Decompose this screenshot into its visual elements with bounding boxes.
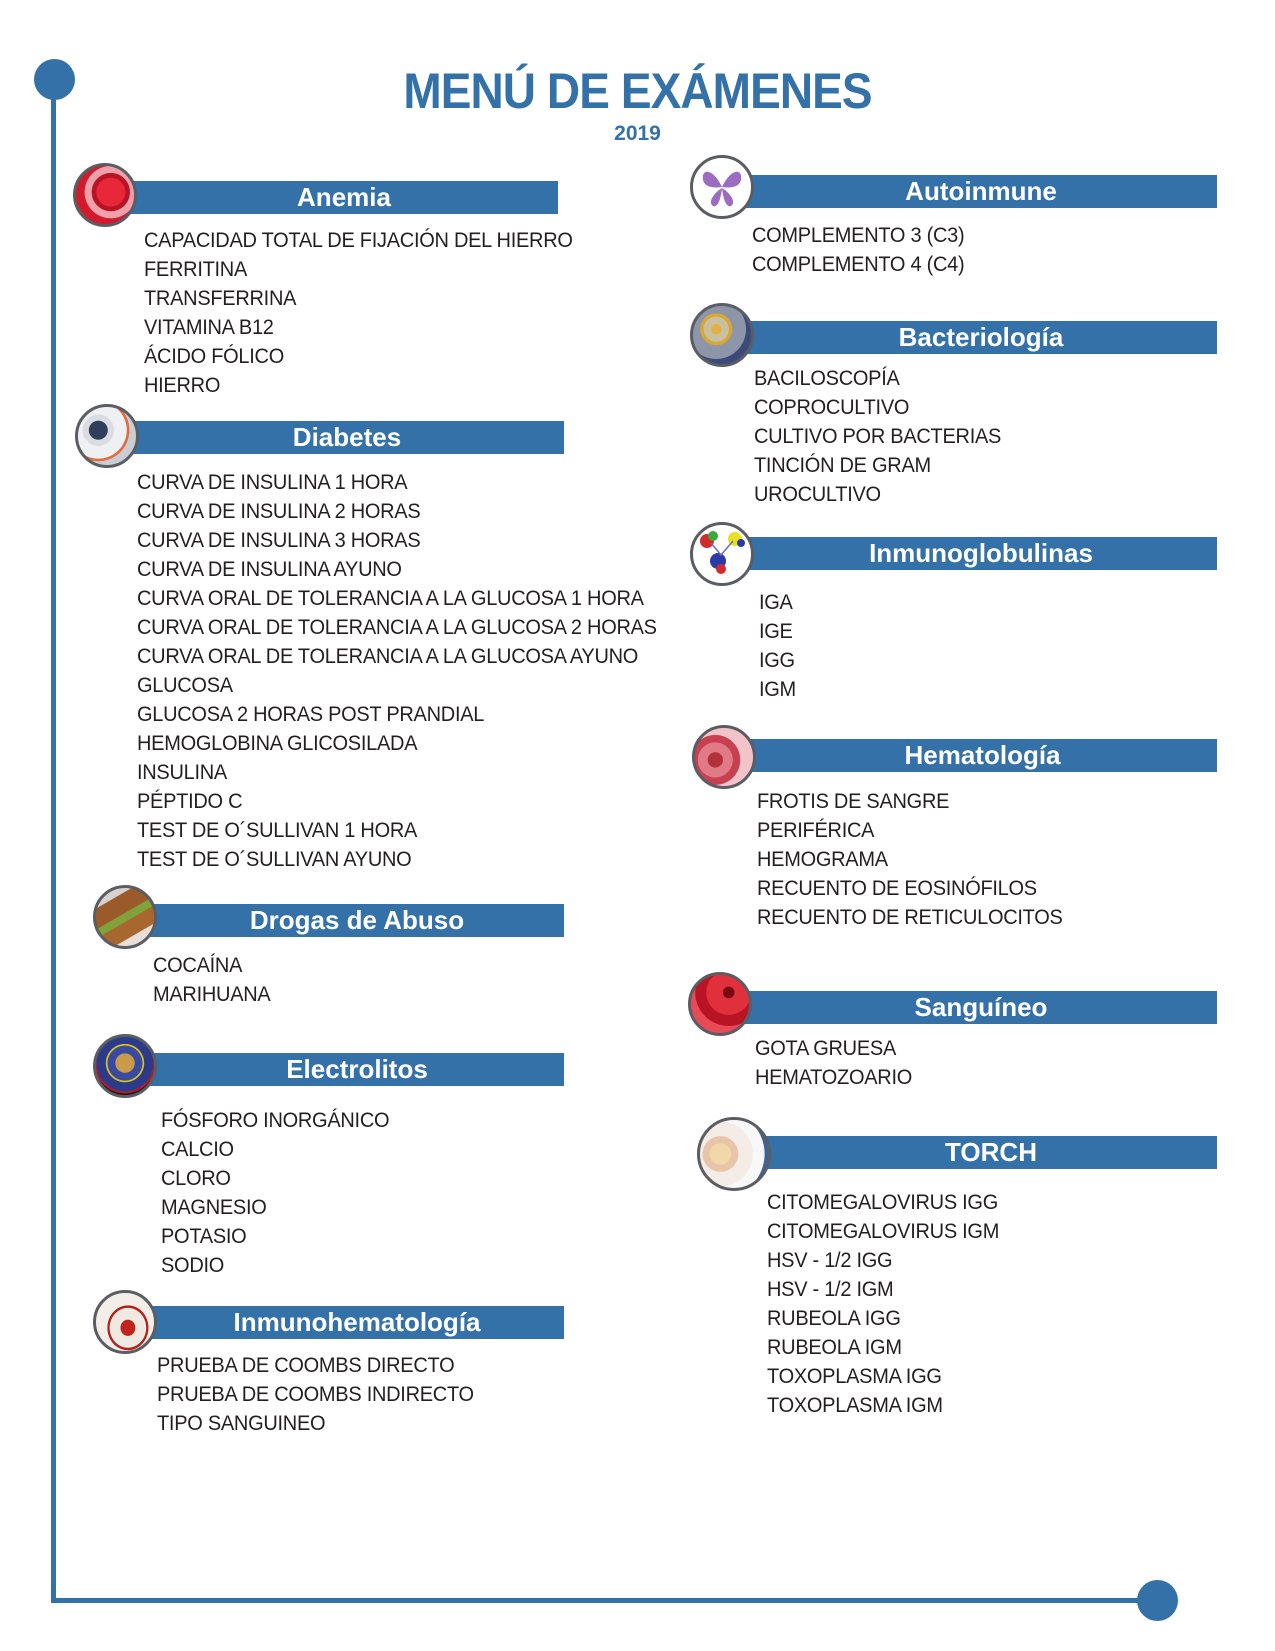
list-item: INSULINA [137,760,227,784]
exam-list [137,468,696,874]
list-item: RECUENTO DE RETICULOCITOS [757,905,1063,929]
exam-list [153,951,279,1009]
blood-vessel-icon [688,972,752,1036]
list-item: CALCIO [161,1137,234,1161]
list-item: TOXOPLASMA IGG [767,1364,942,1388]
exam-list [754,364,1020,509]
list-item: COMPLEMENTO 3 (C3) [752,223,965,247]
list-item: COMPLEMENTO 4 (C4) [752,252,965,276]
exam-list [759,588,799,704]
exam-list [757,787,1086,932]
list-item: RECUENTO DE EOSINÓFILOS [757,876,1037,900]
list-item: RUBEOLA IGM [767,1335,902,1359]
section-title: Diabetes [292,422,402,452]
exam-list [755,1034,924,1092]
section-title: Autoinmune [905,176,1057,206]
list-item: POTASIO [161,1224,247,1248]
list-item: CURVA DE INSULINA AYUNO [137,557,402,581]
list-item: CURVA ORAL DE TOLERANCIA A LA GLUCOSA 2 HORAS [137,615,657,639]
list-item: PERIFÉRICA [757,818,875,842]
frame-vertical-line [51,80,56,1603]
list-item: ÁCIDO FÓLICO [144,344,284,368]
antibody-icon [690,522,754,586]
list-item: SODIO [161,1253,225,1277]
list-item: HEMATOZOARIO [755,1065,912,1089]
list-item: HSV - 1/2 IGG [767,1248,893,1272]
section-header-diabetes [130,421,564,454]
list-item: TEST DE O´SULLIVAN AYUNO [137,847,412,871]
list-item: IGE [759,619,793,643]
glucometer-icon [75,404,139,468]
section-header-bacteriologia [745,321,1217,354]
list-item: CURVA ORAL DE TOLERANCIA A LA GLUCOSA AYUNO [137,644,639,668]
section-header-sanguineo [745,991,1217,1024]
drugs-icon [93,885,157,949]
page-title: MENÚ DE EXÁMENES [403,63,872,119]
section-header-torch [765,1136,1217,1169]
section-title: Anemia [297,182,391,212]
list-item: VITAMINA B12 [144,315,274,339]
list-item: TIPO SANGUINEO [157,1411,326,1435]
section-header-hematologia [748,739,1217,772]
exam-list [157,1351,498,1438]
list-item: TRANSFERRINA [144,286,297,310]
list-item: FÓSFORO INORGÁNICO [161,1108,390,1132]
list-item: CURVA DE INSULINA 2 HORAS [137,499,421,523]
list-item: CURVA ORAL DE TOLERANCIA A LA GLUCOSA 1 HORA [137,586,644,610]
list-item: BACILOSCOPÍA [754,366,900,390]
list-item: UROCULTIVO [754,482,881,506]
section-header-anemia [130,181,558,214]
list-item: CITOMEGALOVIRUS IGG [767,1190,998,1214]
exam-list [752,221,980,279]
list-item: RUBEOLA IGG [767,1306,901,1330]
list-item: PRUEBA DE COOMBS DIRECTO [157,1353,455,1377]
list-item: TINCIÓN DE GRAM [754,453,931,477]
antibody-shape [693,525,751,583]
section-title: TORCH [945,1137,1037,1167]
list-item: HEMOGRAMA [757,847,888,871]
list-item: GLUCOSA 2 HORAS POST PRANDIAL [137,702,485,726]
exam-list [161,1106,406,1280]
list-item: CURVA DE INSULINA 3 HORAS [137,528,421,552]
list-item: PRUEBA DE COOMBS INDIRECTO [157,1382,474,1406]
list-item: HEMOGLOBINA GLICOSILADA [137,731,418,755]
section-title: Drogas de Abuso [249,905,465,935]
section-title: Inmunoglobulinas [869,538,1093,568]
list-item: CULTIVO POR BACTERIAS [754,424,1002,448]
section-title: Sanguíneo [914,992,1048,1022]
section-title: Electrolitos [286,1054,428,1084]
section-title: Inmunohematología [233,1307,481,1337]
list-item: COPROCULTIVO [754,395,910,419]
list-item: MARIHUANA [153,982,271,1006]
petri-dish-icon [690,303,754,367]
list-item: CURVA DE INSULINA 1 HORA [137,470,408,494]
list-item: TOXOPLASMA IGM [767,1393,943,1417]
section-header-inmunohematologia [150,1306,564,1339]
butterfly-shape [693,158,751,216]
list-item: FROTIS DE SANGRE [757,789,950,813]
list-item: HSV - 1/2 IGM [767,1277,894,1301]
page-year: 2019 [614,122,661,145]
butterfly-icon [690,155,754,219]
list-item: HIERRO [144,373,221,397]
section-header-inmunoglobulinas [745,537,1217,570]
list-item: GLUCOSA [137,673,233,697]
list-item: CLORO [161,1166,231,1190]
section-header-drogas-de-abuso [150,904,564,937]
list-item: IGA [759,590,793,614]
list-item: CITOMEGALOVIRUS IGM [767,1219,1000,1243]
list-item: CAPACIDAD TOTAL DE FIJACIÓN DEL HIERRO [144,228,573,252]
section-header-autoinmune [745,175,1217,208]
frame-horizontal-line [51,1598,1157,1603]
section-header-electrolitos [150,1053,564,1086]
section-title: Hematología [904,740,1061,770]
exam-list [144,226,605,400]
list-item: IGM [759,677,796,701]
list-item: IGG [759,648,795,672]
list-item: TEST DE O´SULLIVAN 1 HORA [137,818,418,842]
list-item: FERRITINA [144,257,248,281]
exam-list [767,1188,1017,1420]
blood-smear-icon [93,1290,157,1354]
list-item: MAGNESIO [161,1195,267,1219]
list-item: PÉPTIDO C [137,789,243,813]
blood-cells-icon [692,725,756,789]
frame-bottom-dot [1137,1580,1178,1621]
section-title: Bacteriología [898,322,1064,352]
molecules-icon [93,1034,157,1098]
pregnancy-icon [697,1117,771,1191]
list-item: GOTA GRUESA [755,1036,896,1060]
list-item: COCAÍNA [153,953,243,977]
red-blood-cells-icon [73,163,137,227]
